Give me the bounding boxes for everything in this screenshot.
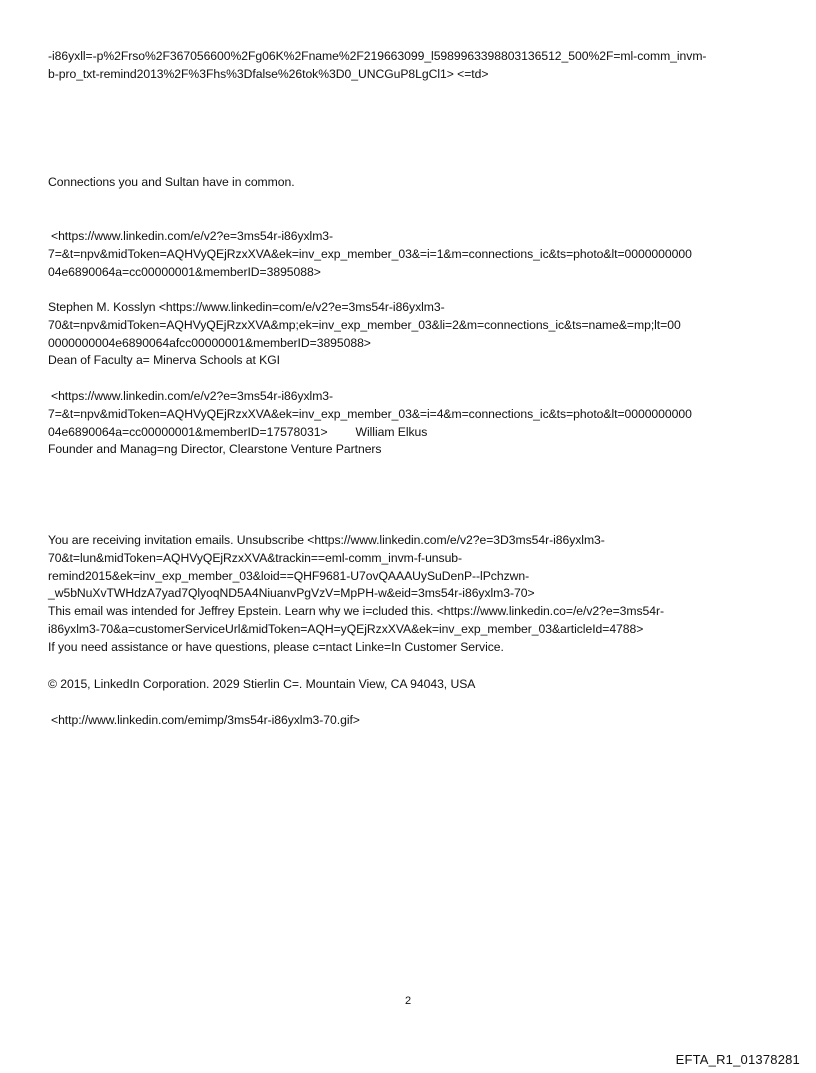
tracking-pixel-link[interactable]: <http://www.linkedin.com/emimp/3ms54r-i86yxlm3-70.gif>: [51, 713, 360, 727]
connection-title: Founder and Manag=ng Director, Clearstone Venture Partners: [48, 442, 382, 457]
copyright: [48, 676, 778, 694]
unsubscribe-link[interactable]: You are receiving invitation emails. Unsubscribe <https://www.linkedin.com/e/v2?e=3D3ms54r-i86yxlm3-: [48, 533, 605, 547]
link-text[interactable]: remind2015&ek=inv_exp_member_03&loid==QHF9681-U7ovQAAAUySuDenP--lPchzwn-: [48, 568, 530, 583]
connection-entry-2: [48, 388, 778, 459]
connection-name[interactable]: William Elkus: [355, 424, 428, 439]
link-text[interactable]: 04e6890064a=cc00000001&memberID=17578031>: [48, 424, 328, 439]
link-text[interactable]: 70&t=npv&midToken=AQHVyQEjRzxXVA&mp;ek=inv_exp_member_03&li=2&m=connections_ic&ts=name&=mp;lt=00: [48, 317, 681, 332]
connections-heading: [48, 174, 778, 192]
connection-title: Dean of Faculty a= Minerva Schools at KGI: [48, 353, 280, 368]
link-text[interactable]: <https://www.linkedin.com/e/v2?e=3ms54r-i86yxlm3-: [51, 389, 334, 403]
link-text[interactable]: i86yxlm3-70&a=customerServiceUrl&midToken=AQH=yQEjRzxXVA&ek=inv_exp_member_03&articleId=4788>: [48, 621, 644, 636]
connection-photo-link-1[interactable]: [48, 228, 778, 281]
customer-service-line: If you need assistance or have questions, please c=ntact Linke=In Customer Service.: [48, 639, 504, 654]
copyright-text: © 2015, LinkedIn Corporation. 2029 Stierlin C=. Mountain View, CA 94043, USA: [48, 677, 476, 691]
text-line: b-pro_txt-remind2013%2F%3Fhs%3Dfalse%26tok%3D0_UNCGuP8LgCl1> <=td>: [48, 66, 489, 81]
link-text[interactable]: _w5bNuXvTWHdzA7yad7QlyoqND5A4NiuanvPgVzV=MpPH-w&eid=3ms54r-i86yxlm3-70>: [48, 586, 535, 601]
page-number: 2: [404, 995, 412, 1007]
link-text[interactable]: 0000000004e6890064afcc00000001&memberID=3895088>: [48, 335, 371, 350]
header-fragment: [48, 48, 778, 84]
link-text[interactable]: 7=&t=npv&midToken=AQHVyQEjRzxXVA&ek=inv_exp_member_03&=i=4&m=connections_ic&ts=photo&lt=0000000000: [48, 406, 692, 421]
tracking-pixel: [48, 712, 778, 730]
link-text[interactable]: 70&t=lun&midToken=AQHVyQEjRzxXVA&trackin==eml-comm_invm-f-unsub-: [48, 550, 463, 565]
document-id: EFTA_R1_01378281: [675, 1052, 800, 1067]
connection-entry-1: [48, 299, 778, 370]
link-text[interactable]: 04e6890064a=cc00000001&memberID=3895088>: [48, 264, 321, 279]
connection-name-link[interactable]: Stephen M. Kosslyn <https://www.linkedin=com/e/v2?e=3ms54r-i86yxlm3-: [48, 300, 445, 314]
link-text[interactable]: 7=&t=npv&midToken=AQHVyQEjRzxXVA&ek=inv_exp_member_03&=i=1&m=connections_ic&ts=photo&lt=0000000000: [48, 246, 692, 261]
email-footer: [48, 532, 778, 657]
link-text[interactable]: <https://www.linkedin.com/e/v2?e=3ms54r-i86yxlm3-: [51, 229, 334, 243]
section-heading: Connections you and Sultan have in common.: [48, 175, 295, 189]
text-line: -i86yxll=-p%2Frso%2F367056600%2Fg06K%2Fname%2F219663099_l5989963398803136512_500%2F=ml-comm_invm-: [48, 49, 707, 63]
intended-recipient-line[interactable]: This email was intended for Jeffrey Epstein. Learn why we i=cluded this. <https://www.linkedin.co=/e/v2?e=3ms54r-: [48, 604, 665, 619]
